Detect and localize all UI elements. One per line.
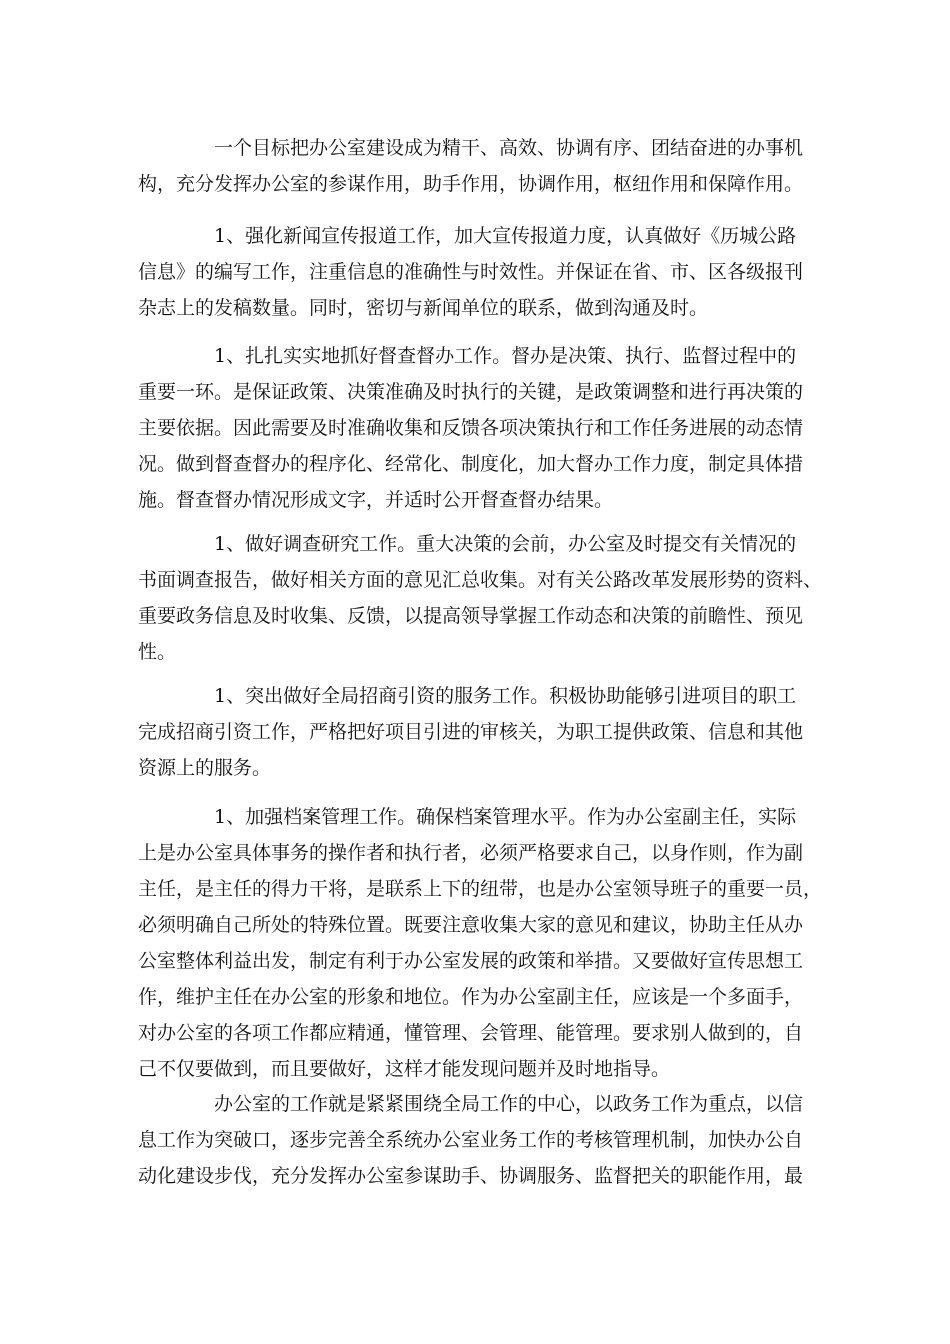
paragraph-line: 主任，是主任的得力干将，是联系上下的纽带，也是办公室领导班子的重要一员，: [138, 878, 823, 900]
paragraph-line: 重要政务信息及时收集、反馈，以提高领导掌握工作动态和决策的前瞻性、预见: [138, 605, 804, 627]
paragraph-line: 办公室的工作就是紧紧围绕全局工作的中心，以政务工作为重点，以信: [214, 1093, 804, 1115]
paragraph-line: 主要依据。因此需要及时准确收集和反馈各项决策执行和工作任务进展的动态情: [138, 417, 804, 439]
paragraph-line: 1、做好调查研究工作。重大决策的会前，办公室及时提交有关情况的: [214, 533, 797, 555]
paragraph-news-publicity: [138, 218, 838, 326]
paragraph-line: 息工作为突破口，逐步完善全系统办公室业务工作的考核管理机制，加快办公自: [138, 1129, 804, 1151]
paragraph-line: 1、突出做好全局招商引资的服务工作。积极协助能够引进项目的职工: [214, 685, 797, 707]
paragraph-line: 作，维护主任在办公室的形象和地位。作为办公室副主任，应该是一个多面手，: [138, 986, 804, 1008]
paragraph-line: 一个目标把办公室建设成为精干、高效、协调有序、团结奋进的办事机: [214, 137, 804, 159]
paragraph-line: 1、强化新闻宣传报道工作，加大宣传报道力度，认真做好《历城公路: [214, 225, 797, 247]
paragraph-office-work-center: [138, 1086, 838, 1194]
paragraph-line: 对办公室的各项工作都应精通，懂管理、会管理、能管理。要求别人做到的，自: [138, 1022, 804, 1044]
paragraph-line: 构，充分发挥办公室的参谋作用，助手作用，协调作用，枢纽作用和保障作用。: [138, 173, 804, 195]
paragraph-line: 况。做到督查督办的程序化、经常化、制度化，加大督办工作力度，制定具体措: [138, 453, 804, 475]
paragraph-line: 重要一环。是保证政策、决策准确及时执行的关键，是政策调整和进行再决策的: [138, 381, 804, 403]
paragraph-research: [138, 526, 838, 670]
paragraph-line: 完成招商引资工作，严格把好项目引进的审核关，为职工提供政策、信息和其他: [138, 721, 804, 743]
paragraph-archive-management: [138, 799, 838, 1087]
paragraph-line: 资源上的服务。: [138, 757, 272, 779]
paragraph-supervision: [138, 338, 838, 518]
paragraph-line: 书面调查报告，做好相关方面的意见汇总收集。对有关公路改革发展形势的资料、: [138, 569, 823, 591]
paragraph-line: 动化建设步伐，充分发挥办公室参谋助手、协调服务、监督把关的职能作用，最: [138, 1165, 804, 1187]
paragraph-line: 1、加强档案管理工作。确保档案管理水平。作为办公室副主任，实际: [214, 806, 797, 828]
paragraph-line: 性。: [138, 641, 177, 663]
paragraph-line: 公室整体利益出发，制定有利于办公室发展的政策和举措。又要做好宣传思想工: [138, 950, 804, 972]
paragraph-investment-service: [138, 678, 838, 786]
paragraph-line: 杂志上的发稿数量。同时，密切与新闻单位的联系，做到沟通及时。: [138, 297, 709, 319]
paragraph-line: 1、扎扎实实地抓好督查督办工作。督办是决策、执行、监督过程中的: [214, 345, 797, 367]
paragraph-goal: [138, 130, 838, 202]
paragraph-line: 施。督查督办情况形成文字，并适时公开督查督办结果。: [138, 489, 614, 511]
paragraph-line: 上是办公室具体事务的操作者和执行者，必须严格要求自己，以身作则，作为副: [138, 842, 804, 864]
paragraph-line: 己不仅要做到，而且要做好，这样才能发现问题并及时地指导。: [138, 1058, 671, 1080]
paragraph-line: 信息》的编写工作，注重信息的准确性与时效性。并保证在省、市、区各级报刊: [138, 261, 804, 283]
paragraph-line: 必须明确自己所处的特殊位置。既要注意收集大家的意见和建议，协助主任从办: [138, 914, 804, 936]
